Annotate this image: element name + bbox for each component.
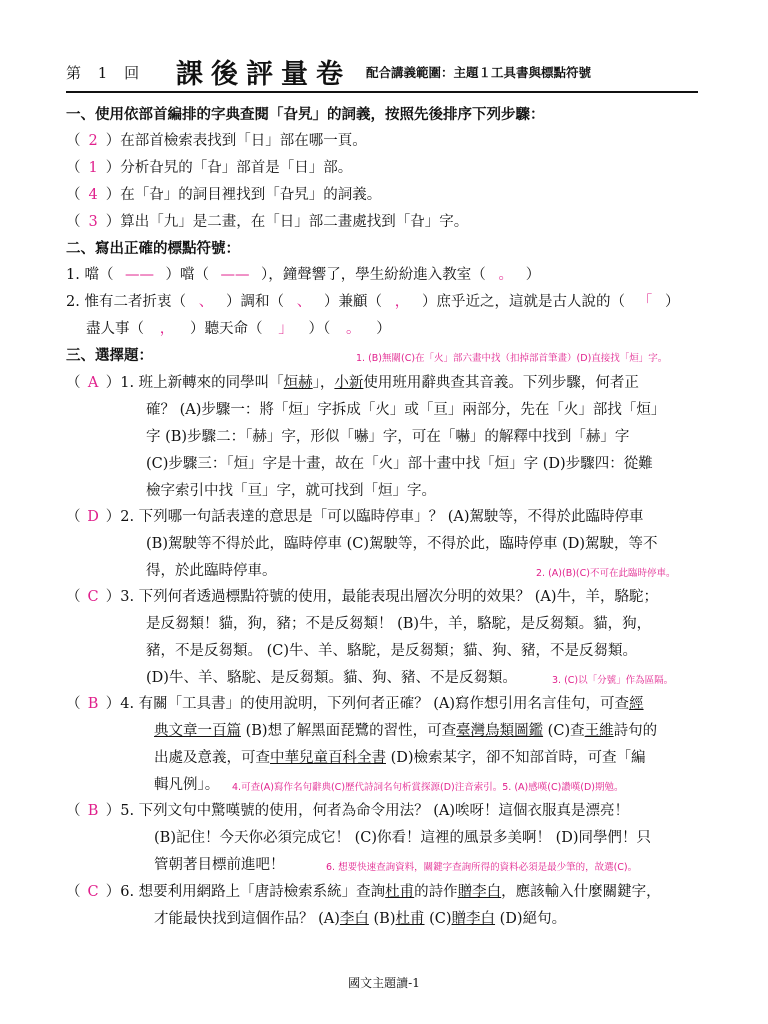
- text: 」，: [312, 375, 335, 391]
- book-title: 典文章一百篇: [154, 723, 241, 739]
- answer-note: 4.可查(A)寫作名句辭典(C)歷代詩詞名句析賞探源(D)注音索引。5. (A)感嘆(C)讚嘆(D)期勉。: [232, 782, 624, 793]
- text: ）: [376, 321, 391, 337]
- proper-noun: 小新: [334, 375, 364, 391]
- answer: B: [87, 803, 99, 819]
- text: ）6. 想要利用網路上「唐詩檢索系統」查詢: [105, 884, 386, 900]
- page-title: 課後評量卷: [176, 59, 351, 90]
- section1-title: 一、使用依部首編排的字典查閱「旮旯」的詞義，按照先後排序下列步驟：: [66, 107, 545, 123]
- answer: 、: [296, 294, 312, 310]
- answer-note: 3. (C)以「分號」作為區隔。: [552, 675, 674, 686]
- answer-note: 1. (B)無關(C)在「火」部六畫中找（扣掉部首筆畫）(D)直接找「烜」字。: [356, 353, 668, 364]
- answer-note: 2. (A)(B)(C)不可在此臨時停車。: [536, 568, 676, 579]
- text: ）2. 下列哪一句話表達的意思是「可以臨時停車」？ (A)駕駛等，不得於此臨時停車: [105, 509, 644, 525]
- question-1-line: 檢字索引中找「亘」字，就可找到「烜」字。: [146, 483, 436, 499]
- question-6: （ C ）6. 想要利用網路上「唐詩檢索系統」查詢杜甫的詩作贈李白，應該輸入什麼關鍵字，: [66, 884, 661, 900]
- answer: C: [87, 884, 99, 900]
- text: ）（: [308, 321, 331, 337]
- question-4-line: 輯凡例」。: [154, 777, 220, 793]
- book-title: 中華兒童百科全書: [270, 750, 386, 766]
- text: 使用班用辭典查其音義。下列步驟，何者正: [363, 375, 639, 391]
- answer: ——: [220, 267, 250, 283]
- answer: ，: [159, 321, 175, 337]
- question-4-line: [154, 722, 657, 740]
- question-1: （ A ）1. 班上新轉來的同學叫「烜赫」，小新使用班用辭典查其音義。下列步驟，何者正: [66, 375, 639, 391]
- question-5: （ B ）5. 下列文句中驚嘆號的使用，何者為命令用法？ (A)唉呀！這個衣服真是漂亮！: [66, 803, 630, 819]
- answer: 「: [637, 294, 653, 310]
- question-4: （ B ）4. 有關「工具書」的使用說明，下列何者正確？ (A)寫作想引用名言佳句，可查經: [66, 696, 644, 712]
- text: ）聽天命（: [190, 321, 263, 337]
- round-label: 第 1 回: [66, 64, 146, 82]
- answer: A: [87, 375, 99, 391]
- question-5-line: 管朝著目標前進吧！: [154, 857, 285, 873]
- lesson-scope: 配合講義範圍：主題１工具書與標點符號: [366, 65, 592, 80]
- text: ）調和（: [225, 294, 284, 310]
- text: ）1. 班上新轉來的同學叫「: [105, 375, 284, 391]
- answer-note: 6. 想要快速查詢資料，關鍵字查詢所得的資料必須是最少筆的，故選(C)。: [326, 862, 638, 873]
- answer: ，: [394, 294, 410, 310]
- text: ）: [525, 267, 541, 283]
- question-1-line: 確？ (A)步驟一：將「烜」字拆成「火」或「亘」兩部分，先在「火」部找「烜」: [146, 402, 666, 418]
- question-4-line: [154, 749, 646, 767]
- answer: 1: [88, 160, 98, 176]
- header: [66, 52, 698, 88]
- text: 1. 噹（: [66, 267, 114, 283]
- section2-question-1: [66, 266, 540, 284]
- text: 盡人事（: [86, 321, 144, 337]
- section1-item: （ 2 ）在部首檢索表找到「日」部在哪一頁。: [66, 133, 367, 149]
- answer: ——: [124, 267, 154, 283]
- answer: D: [87, 509, 99, 525]
- text: ）噹（: [165, 267, 209, 283]
- question-2-line: (B)駕駛等不得於此，臨時停車 (C)駕駛等，不得於此，臨時停車 (D)駕駛，等不: [146, 536, 658, 552]
- question-5-line: (B)記住！今天你必須完成它！ (C)你看！這裡的風景多美啊！ (D)同學們！只: [154, 830, 652, 846]
- section1-item: （ 1 ）分析旮旯的「旮」部首是「日」部。: [66, 160, 353, 176]
- text: ）3. 下列何者透過標點符號的使用，最能表現出層次分明的效果？ (A)牛，羊，駱駝；: [105, 589, 659, 605]
- answer: 、: [198, 294, 214, 310]
- text: (D)檢索某字，卻不知部首時，可查「編: [386, 750, 646, 766]
- item-text: ）在部首檢索表找到「日」部在哪一頁。: [105, 133, 367, 149]
- answer: 4: [88, 187, 98, 203]
- text: (C): [424, 911, 452, 927]
- item-text: ）分析旮旯的「旮」部首是「日」部。: [105, 160, 353, 176]
- question-3-line: 豬，不是反芻類。 (C)牛、羊、駱駝，是反芻類；貓、狗、豬，不是反芻類。: [146, 643, 638, 659]
- question-1-line: (C)步驟三：「烜」字是十畫，故在「火」部十畫中找「烜」字 (D)步驟四：從難: [146, 456, 653, 472]
- item-text: ）算出「九」是二畫，在「日」部二畫處找到「旮」字。: [105, 214, 469, 230]
- question-2-line: 得，於此臨時停車。: [146, 563, 277, 579]
- answer: C: [87, 589, 99, 605]
- answer: 。: [346, 321, 361, 337]
- answer: 3: [88, 214, 98, 230]
- text: ，應該輸入什麼關鍵字，: [501, 884, 661, 900]
- text: 才能最快找到這個作品？ (A): [154, 911, 340, 927]
- text: ），鐘聲響了，學生紛紛進入教室（: [260, 267, 486, 283]
- section3-title: 三、選擇題：: [66, 348, 153, 364]
- section1-item: （ 4 ）在「旮」的詞目裡找到「旮旯」的詞義。: [66, 187, 382, 203]
- text: (B)想了解黑面琵鷺的習性，可查: [241, 723, 457, 739]
- text: ）庶乎近之，這就是古人說的（: [421, 294, 625, 310]
- question-3: （ C ）3. 下列何者透過標點符號的使用，最能表現出層次分明的效果？ (A)牛，羊，駱駝；: [66, 589, 659, 605]
- book-title: 臺灣鳥類圖鑑: [456, 723, 544, 739]
- text: (C)查: [543, 723, 585, 739]
- question-2: （ D ）2. 下列哪一句話表達的意思是「可以臨時停車」？ (A)駕駛等，不得於此臨時停車: [66, 509, 644, 525]
- proper-noun: 李白: [339, 911, 369, 927]
- section2-title: 二、寫出正確的標點符號：: [66, 241, 240, 257]
- answer: 。: [498, 267, 513, 283]
- proper-noun: 杜甫: [385, 884, 415, 900]
- section2-question-2-cont: [86, 320, 391, 338]
- text: (B): [368, 911, 396, 927]
- proper-noun: 贈李白: [457, 884, 502, 900]
- question-3-line: (D)牛、羊、駱駝、是反芻類。貓、狗、豬、不是反芻類。: [146, 670, 517, 686]
- text: (D)絕句。: [495, 911, 567, 927]
- text: ）4. 有關「工具書」的使用說明，下列何者正確？ (A)寫作想引用名言佳句，可查: [105, 696, 630, 712]
- text: 詩句的: [613, 723, 658, 739]
- section2-question-2: [66, 293, 679, 311]
- section1-item: （ 3 ）算出「九」是二畫，在「日」部二畫處找到「旮」字。: [66, 214, 469, 230]
- proper-noun: 杜甫: [395, 911, 425, 927]
- item-text: ）在「旮」的詞目裡找到「旮旯」的詞義。: [105, 187, 382, 203]
- text: 出處及意義，可查: [154, 750, 270, 766]
- page-footer: 國文主題讀-1: [348, 976, 420, 990]
- answer: 2: [88, 133, 98, 149]
- proper-noun: 烜赫: [283, 375, 313, 391]
- proper-noun: 贈李白: [451, 911, 496, 927]
- text: 2. 惟有二者折衷（: [66, 294, 186, 310]
- header-divider: [66, 91, 698, 93]
- question-1-line: 字 (B)步驟二：「赫」字，形似「嚇」字，可在「嚇」的解釋中找到「赫」字: [146, 429, 630, 445]
- text: ）5. 下列文句中驚嘆號的使用，何者為命令用法？ (A)唉呀！這個衣服真是漂亮！: [105, 803, 630, 819]
- question-6-line: [154, 910, 566, 928]
- text: 的詩作: [414, 884, 458, 900]
- text: ）兼顧（: [323, 294, 382, 310]
- proper-noun: 王維: [584, 723, 614, 739]
- answer: B: [87, 696, 99, 712]
- text: ）: [664, 294, 680, 310]
- book-title: 經: [629, 696, 644, 712]
- answer: 」: [278, 321, 293, 337]
- question-3-line: 是反芻類！貓，狗，豬；不是反芻類！ (B)牛，羊，駱駝，是反芻類。貓，狗，: [146, 616, 652, 632]
